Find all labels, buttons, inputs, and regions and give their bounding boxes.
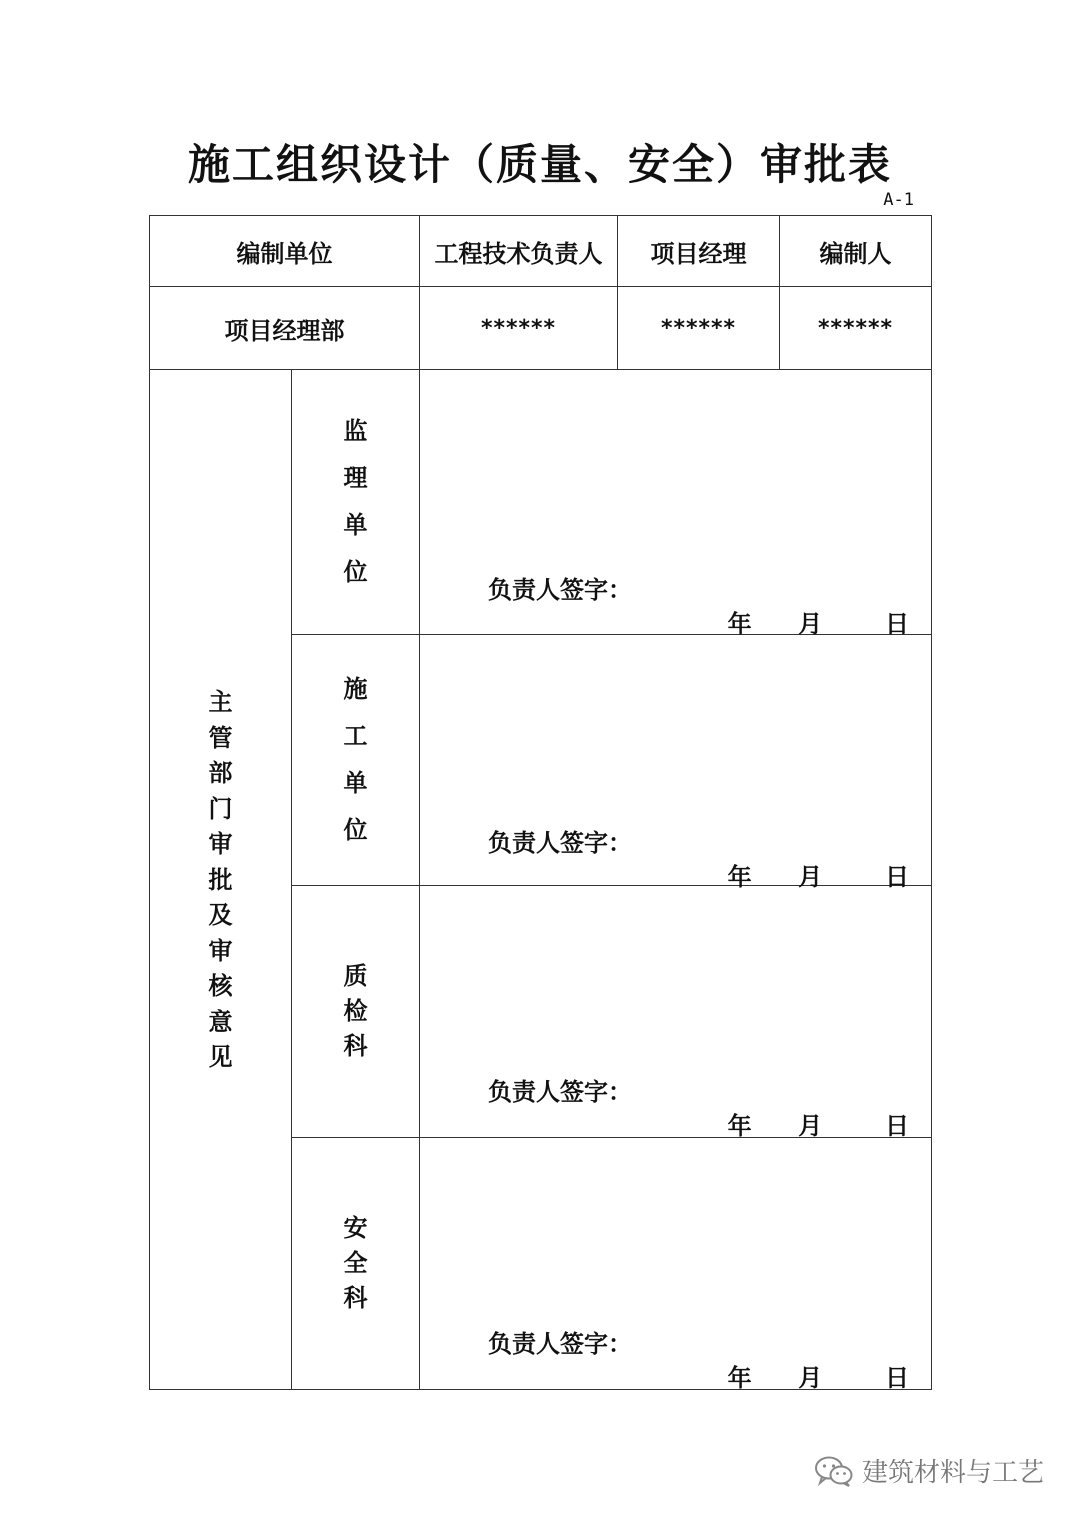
section-label-construction: 施工单位 [343,674,368,844]
date-day: 日 [885,1363,909,1392]
form-code: A-1 [883,190,914,210]
signature-label: 负责人签字： [488,575,632,604]
opinion-area-safety[interactable] [420,1138,932,1390]
section-label-quality: 质检科 [343,961,368,1060]
date-year: 年 [727,609,752,638]
tech-lead-value: ****** [420,287,618,370]
watermark-text: 建筑材料与工艺 [861,1458,1044,1488]
section-label-cell [292,1138,420,1390]
header-project-manager: 项目经理 [618,216,780,287]
date-year: 年 [727,1363,752,1392]
header-tech-lead: 工程技术负责人 [420,216,618,287]
wechat-icon [814,1455,854,1487]
signature-label: 负责人签字： [488,828,632,857]
project-manager-value: ****** [618,287,780,370]
watermark [814,1452,1044,1489]
date-month: 月 [798,609,823,638]
date-month: 月 [798,1111,823,1140]
date-line [728,1106,909,1141]
approval-table [149,215,932,1390]
section-label-safety: 安全科 [343,1213,368,1312]
date-year: 年 [727,1111,752,1140]
opinion-area-supervision[interactable] [420,370,932,638]
unit-value: 项目经理部 [150,287,420,370]
author-value: ****** [780,287,932,370]
info-row [150,287,932,370]
opinion-area-construction[interactable] [420,635,932,891]
section-row-supervision [150,370,932,635]
date-month: 月 [798,862,823,891]
header-row [150,216,932,287]
section-label-cell [292,370,420,635]
date-day: 日 [885,862,909,891]
date-day: 日 [885,1111,909,1140]
opinion-area-quality[interactable] [420,886,932,1138]
date-year: 年 [727,862,752,891]
section-label-cell [292,635,420,886]
header-author: 编制人 [780,216,932,287]
header-unit: 编制单位 [150,216,420,287]
signature-label: 负责人签字： [488,1077,632,1106]
date-month: 月 [798,1363,823,1392]
signature-label: 负责人签字： [488,1329,632,1358]
page-title: 施工组织设计（质量、安全）审批表 [187,140,892,189]
section-label-supervision: 监理单位 [343,416,368,586]
main-dept-label: 主管部门审批及审核意见 [208,687,233,1072]
date-day: 日 [885,609,909,638]
section-label-cell [292,886,420,1138]
date-line [728,1358,909,1393]
main-dept-label-cell [150,370,292,1390]
